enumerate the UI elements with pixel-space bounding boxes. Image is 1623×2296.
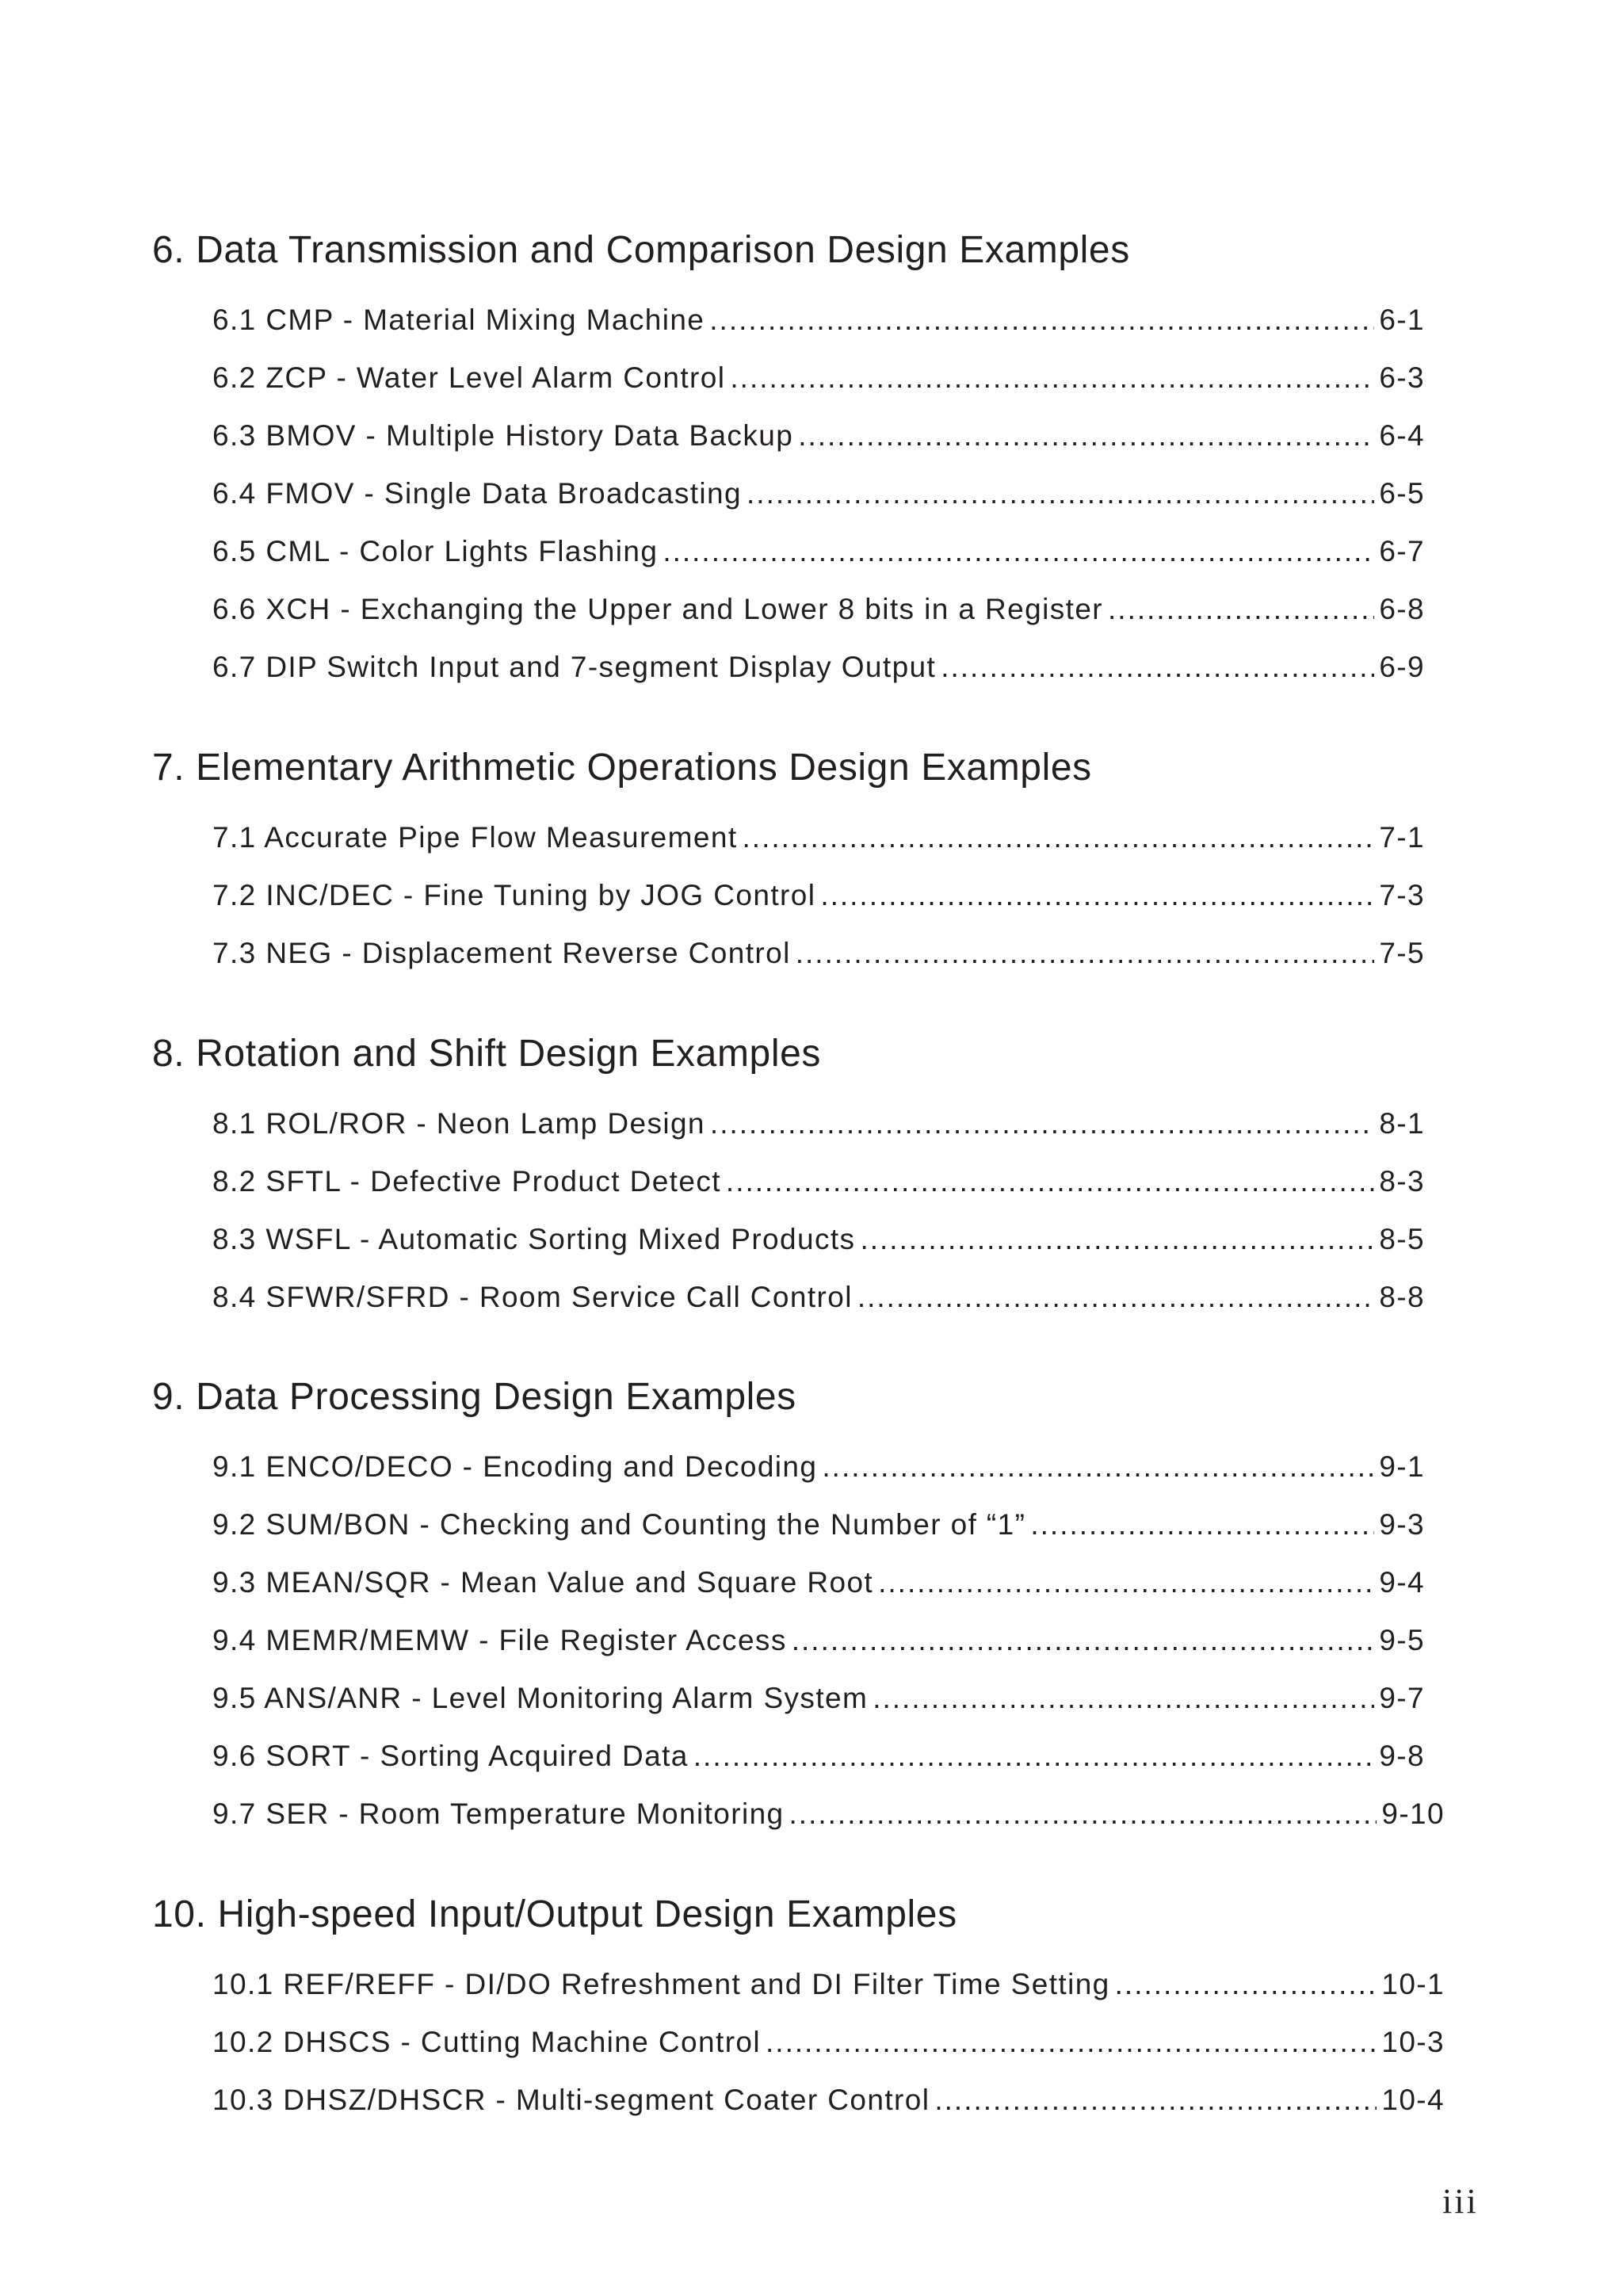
entry-label: 8.4 SFWR/SFRD - Room Service Call Control — [212, 1281, 853, 1313]
entry-page: 9-10 — [1381, 1797, 1445, 1830]
entry-page: 7-1 — [1379, 821, 1425, 854]
entry-label: 9.5 ANS/ANR - Level Monitoring Alarm System — [212, 1682, 869, 1714]
entry-label: 9.3 MEAN/SQR - Mean Value and Square Root — [212, 1566, 874, 1599]
dot-leader — [796, 934, 1375, 972]
entry-label: 8.3 WSFL - Automatic Sorting Mixed Products — [212, 1223, 856, 1255]
entry-label: 9.7 SER - Room Temperature Monitoring — [212, 1797, 785, 1830]
dot-leader — [860, 1221, 1374, 1259]
entry-page: 9-8 — [1379, 1740, 1425, 1772]
dot-leader — [743, 819, 1375, 857]
entry-label: 6.6 XCH - Exchanging the Upper and Lower 8 bits in a Register — [212, 593, 1104, 625]
toc-entry[interactable] — [212, 648, 1425, 686]
entry-page: 6-8 — [1379, 593, 1425, 625]
entry-label: 10.1 REF/REFF - DI/DO Refreshment and DI Filter Time Setting — [212, 1968, 1110, 2000]
entry-page: 10-4 — [1381, 2084, 1445, 2116]
dot-leader — [820, 877, 1374, 915]
dot-leader — [730, 359, 1374, 397]
entry-page: 7-5 — [1379, 937, 1425, 969]
entry-label: 7.2 INC/DEC - Fine Tuning by JOG Control — [212, 879, 816, 911]
entry-label: 7.1 Accurate Pipe Flow Measurement — [212, 821, 738, 854]
dot-leader — [766, 2023, 1377, 2061]
entry-label: 9.6 SORT - Sorting Acquired Data — [212, 1740, 689, 1772]
toc-entry[interactable] — [212, 877, 1425, 915]
entry-label: 6.5 CML - Color Lights Flashing — [212, 535, 659, 567]
entry-page: 7-3 — [1379, 879, 1425, 911]
section-title[interactable]: 7. Elementary Arithmetic Operations Design Examples — [152, 747, 1092, 789]
dot-leader — [1115, 1966, 1377, 2004]
dot-leader — [822, 1448, 1374, 1486]
toc-entry[interactable] — [212, 2081, 1445, 2119]
toc-entry[interactable] — [212, 590, 1425, 628]
dot-leader — [878, 1564, 1374, 1602]
entry-label: 6.2 ZCP - Water Level Alarm Control — [212, 361, 726, 394]
toc-entry[interactable] — [212, 1679, 1425, 1717]
dot-leader — [941, 648, 1374, 686]
toc-entry[interactable] — [212, 1278, 1425, 1316]
toc-entry[interactable] — [212, 934, 1425, 972]
entry-label: 8.1 ROL/ROR - Neon Lamp Design — [212, 1107, 705, 1140]
toc-entry[interactable] — [212, 533, 1425, 571]
section-title[interactable]: 9. Data Processing Design Examples — [152, 1376, 796, 1418]
dot-leader — [747, 475, 1374, 513]
section-title[interactable]: 10. High-speed Input/Output Design Examples — [152, 1893, 957, 1935]
toc-entry[interactable] — [212, 1737, 1425, 1775]
entry-label: 6.7 DIP Switch Input and 7-segment Display Output — [212, 651, 937, 683]
entry-page: 9-4 — [1379, 1566, 1425, 1599]
dot-leader — [792, 1622, 1375, 1660]
entry-page: 6-5 — [1379, 477, 1425, 510]
entry-label: 6.3 BMOV - Multiple History Data Backup — [212, 419, 794, 452]
entry-page: 6-4 — [1379, 419, 1425, 452]
dot-leader — [798, 417, 1374, 455]
dot-leader — [857, 1278, 1374, 1316]
toc-entry[interactable] — [212, 1105, 1425, 1143]
toc-entry[interactable] — [212, 2023, 1445, 2061]
toc-entry[interactable] — [212, 1622, 1425, 1660]
entry-label: 6.4 FMOV - Single Data Broadcasting — [212, 477, 743, 510]
dot-leader — [709, 301, 1374, 339]
dot-leader — [726, 1163, 1374, 1201]
toc-entry[interactable] — [212, 1221, 1425, 1259]
entry-page: 9-5 — [1379, 1624, 1425, 1656]
entry-label: 10.2 DHSCS - Cutting Machine Control — [212, 2026, 762, 2058]
entry-label: 10.3 DHSZ/DHSCR - Multi-segment Coater Control — [212, 2084, 930, 2116]
dot-leader — [1108, 590, 1374, 628]
toc-entry[interactable] — [212, 819, 1425, 857]
entry-label: 6.1 CMP - Material Mixing Machine — [212, 304, 705, 336]
toc-entry[interactable] — [212, 1795, 1445, 1833]
entry-page: 9-7 — [1379, 1682, 1425, 1714]
dot-leader — [1030, 1506, 1374, 1544]
entry-label: 9.1 ENCO/DECO - Encoding and Decoding — [212, 1450, 818, 1483]
toc-entry[interactable] — [212, 1564, 1425, 1602]
toc-entry[interactable] — [212, 1966, 1445, 2004]
toc-entry[interactable] — [212, 475, 1425, 513]
section-title[interactable]: 6. Data Transmission and Comparison Design Examples — [152, 229, 1130, 271]
dot-leader — [693, 1737, 1375, 1775]
entry-page: 10-1 — [1381, 1968, 1445, 2000]
dot-leader — [873, 1679, 1374, 1717]
toc-entry[interactable] — [212, 1506, 1425, 1544]
dot-leader — [934, 2081, 1377, 2119]
toc-entry[interactable] — [212, 1448, 1425, 1486]
entry-label: 8.2 SFTL - Defective Product Detect — [212, 1165, 721, 1198]
dot-leader — [789, 1795, 1377, 1833]
toc-entry[interactable] — [212, 417, 1425, 455]
toc-entry[interactable] — [212, 301, 1425, 339]
entry-page: 8-3 — [1379, 1165, 1425, 1198]
dot-leader — [663, 533, 1374, 571]
entry-page: 8-8 — [1379, 1281, 1425, 1313]
entry-page: 6-3 — [1379, 361, 1425, 394]
toc-entry[interactable] — [212, 1163, 1425, 1201]
entry-page: 9-3 — [1379, 1508, 1425, 1541]
entry-page: 6-7 — [1379, 535, 1425, 567]
entry-page: 8-5 — [1379, 1223, 1425, 1255]
entry-page: 8-1 — [1379, 1107, 1425, 1140]
page-number: iii — [1442, 2182, 1479, 2221]
entry-page: 6-1 — [1379, 304, 1425, 336]
entry-label: 7.3 NEG - Displacement Reverse Control — [212, 937, 791, 969]
entry-label: 9.2 SUM/BON - Checking and Counting the Number of “1” — [212, 1508, 1026, 1541]
entry-label: 9.4 MEMR/MEMW - File Register Access — [212, 1624, 787, 1656]
section-title[interactable]: 8. Rotation and Shift Design Examples — [152, 1033, 821, 1075]
dot-leader — [710, 1105, 1374, 1143]
toc-entry[interactable] — [212, 359, 1425, 397]
entry-page: 10-3 — [1381, 2026, 1445, 2058]
entry-page: 6-9 — [1379, 651, 1425, 683]
entry-page: 9-1 — [1379, 1450, 1425, 1483]
